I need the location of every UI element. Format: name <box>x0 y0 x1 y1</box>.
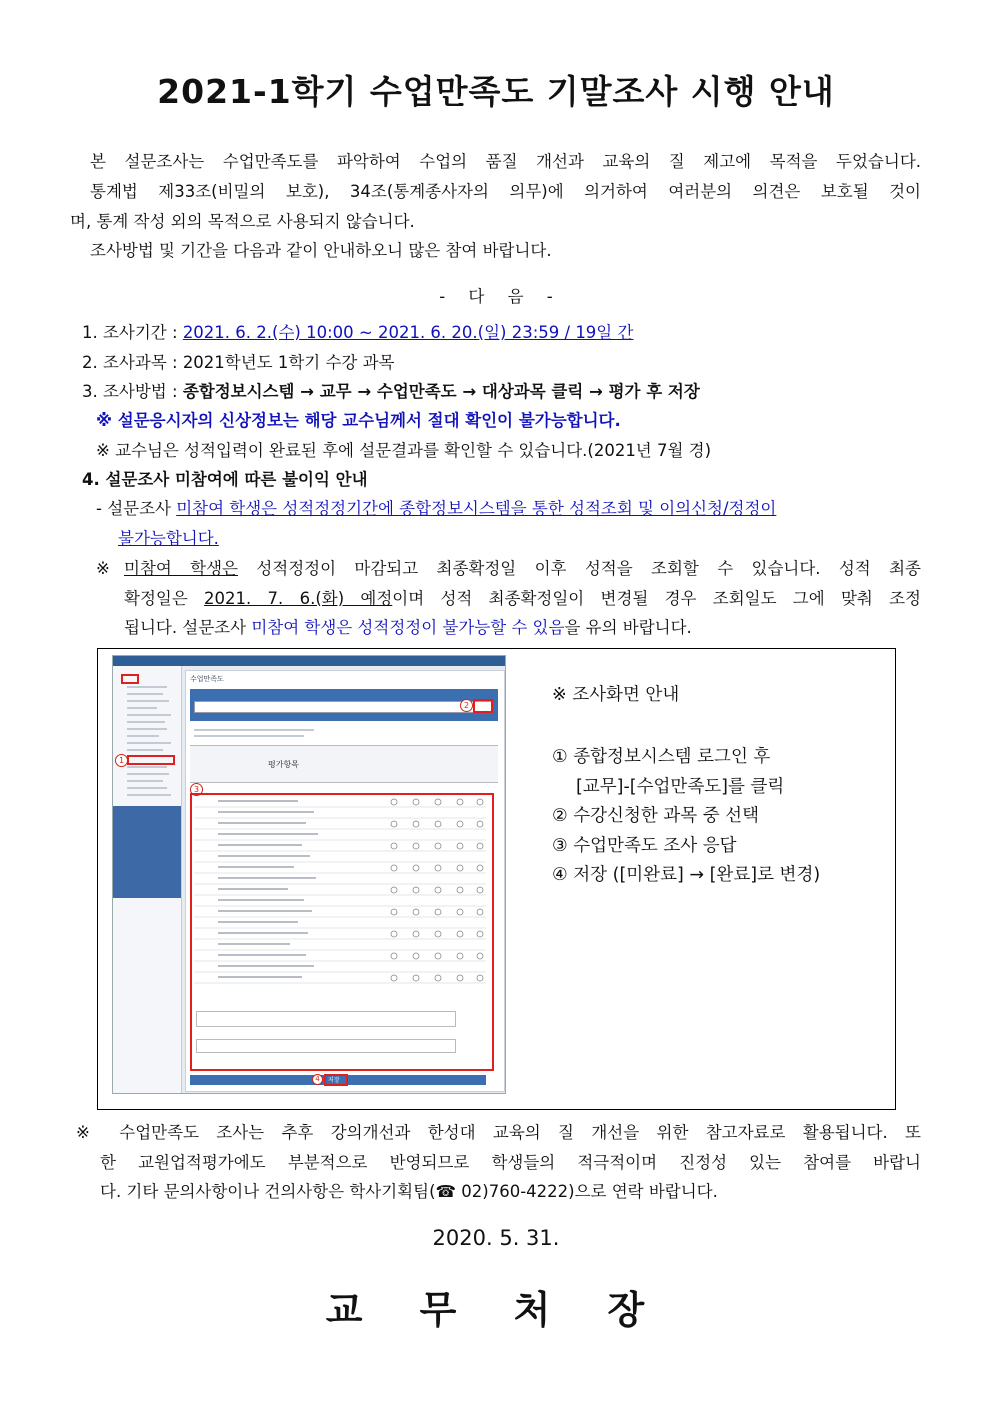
survey-method: 종합정보시스템 → 교무 → 수업만족도 → 대상과목 클릭 → 평가 후 저장 <box>182 382 700 401</box>
menu-line <box>127 728 167 730</box>
menu-line <box>127 700 169 702</box>
footer-line-2: 한 교원업적평가에도 부분적으로 반영되므로 학생들의 적극적이며 진정성 있는 참여를 바랍니 <box>100 1153 921 1172</box>
item-4-line-1 <box>96 498 776 520</box>
survey-subjects: 2021학년도 1학기 수강 과목 <box>182 353 395 372</box>
item-2-label: 2. 조사과목 : <box>82 353 178 372</box>
footer-line-3: 다. 기타 문의사항이나 건의사항은 학사기획팀(☎ 02)760-4222)으로 연락 바랍니다. <box>100 1182 718 1201</box>
result-note: ※ 교수님은 성적입력이 완료된 후에 설문결과를 확인할 수 있습니다.(2021년 7월 경) <box>96 441 712 460</box>
note-mark: ※ <box>96 559 110 578</box>
item-2 <box>82 352 395 374</box>
item-1 <box>82 322 633 344</box>
screenshot-main <box>185 670 505 1092</box>
step-4-marker: 4 <box>312 1074 323 1085</box>
menu-line <box>127 749 163 751</box>
menu-line <box>127 714 171 716</box>
menu-highlight <box>121 674 139 684</box>
screenshot-title: 수업만족도 <box>190 675 224 683</box>
step-3-marker: 3 <box>190 783 203 796</box>
course-select-highlight <box>473 699 493 713</box>
save-label: 저장 <box>328 1077 340 1084</box>
step-2-marker: 2 <box>460 699 473 712</box>
table-header-label: 평가항목 <box>268 760 299 769</box>
survey-rows <box>194 797 486 997</box>
signature: 교 무 처 장 <box>325 1288 667 1332</box>
menu-line <box>127 707 157 709</box>
comment-box-1 <box>196 1011 456 1027</box>
grade-note-line-3 <box>124 617 692 639</box>
item-3-label: 3. 조사방법 : <box>82 382 178 401</box>
guide-step-1: ① 종합정보시스템 로그인 후 <box>552 747 771 767</box>
screenshot-sidebar <box>113 666 182 1093</box>
info-line <box>194 735 304 737</box>
privacy-note: ※ 설문응시자의 신상정보는 해당 교수님께서 절대 확인이 불가능합니다. <box>96 411 621 430</box>
menu-line <box>127 787 167 789</box>
intro-line-3: 며, 통계 작성 외의 목적으로 사용되지 않습니다. <box>70 212 415 231</box>
satisfaction-menu-highlight <box>127 755 175 765</box>
guide-step-1-cont: [교무]-[수업만족도]를 클릭 <box>576 777 785 797</box>
grade-warning: 미참여 학생은 성적정정이 불가능할 수 있음 <box>251 618 565 637</box>
guide-step-2: ② 수강신청한 과목 중 선택 <box>552 806 759 826</box>
menu-line <box>127 794 171 796</box>
menu-line <box>127 780 163 782</box>
item-1-label: 1. 조사기간 : <box>82 323 178 342</box>
grade-note-line-2 <box>124 588 921 610</box>
survey-screenshot <box>112 655 506 1094</box>
final-date: 2021. 7. 6.(화) 예정 <box>204 589 393 608</box>
menu-line <box>127 773 169 775</box>
penalty-text: 미참여 학생은 성적정정기간에 종합정보시스템을 통한 성적조회 및 이의신청/정정이 <box>176 499 777 518</box>
course-select-panel <box>190 689 498 721</box>
grade-note-text: 확정일은 <box>124 589 205 608</box>
menu-line <box>127 693 163 695</box>
grade-note-rest: 성적정정이 마감되고 최종확정일 이후 성적을 조회할 수 있습니다. 성적 최종 <box>238 559 921 578</box>
sidebar-section <box>113 806 181 898</box>
grade-note-emphasis: 미참여 학생은 <box>124 559 238 578</box>
intro-line-2: 통계법 제33조(비밀의 보호), 34조(통계종사자의 의무)에 의거하여 여러분의 의견은 보호될 것이 <box>90 182 921 201</box>
comment-box-2 <box>196 1039 456 1053</box>
table-header <box>190 745 498 783</box>
guide-heading: ※ 조사화면 안내 <box>552 685 680 705</box>
page-title: 2021-1학기 수업만족도 기말조사 시행 안내 <box>157 72 835 111</box>
guide-step-3: ③ 수업만족도 조사 응답 <box>552 836 737 856</box>
menu-line <box>127 742 171 744</box>
footer-line-1: ※ 수업만족도 조사는 추후 강의개선과 한성대 교육의 질 개선을 위한 참고자료로 활용됩니다. 또 <box>76 1123 921 1142</box>
menu-line <box>127 721 165 723</box>
intro-line-4: 조사방법 및 기간을 다음과 같이 안내하오니 많은 참여 바랍니다. <box>90 241 552 260</box>
issue-date: 2020. 5. 31. <box>432 1226 560 1250</box>
item-4-heading: 4. 설문조사 미참여에 따른 불이익 안내 <box>82 470 368 489</box>
separator: - 다 음 - <box>439 287 553 306</box>
guide-step-4: ④ 저장 ([미완료] → [완료]로 변경) <box>552 865 821 885</box>
grade-note-text-2: 이며 성적 최종확정일이 변경될 경우 조회일도 그에 맞춰 조정 <box>392 589 921 608</box>
grade-note-text-3: 됩니다. 설문조사 <box>124 618 252 637</box>
item-3 <box>82 381 700 403</box>
menu-line <box>127 766 167 768</box>
course-select <box>194 701 492 713</box>
menu-line <box>127 686 167 688</box>
step-1-marker: 1 <box>115 754 128 767</box>
grade-note-text-4: 을 유의 바랍니다. <box>564 618 692 637</box>
screenshot-topbar <box>113 656 505 666</box>
info-line <box>194 729 314 731</box>
item-4-dash: - 설문조사 <box>96 499 171 518</box>
survey-period: 2021. 6. 2.(수) 10:00 ~ 2021. 6. 20.(일) 23:59 / 19일 간 <box>182 323 634 342</box>
save-button-highlight <box>324 1074 348 1086</box>
intro-line-1: 본 설문조사는 수업만족도를 파악하여 수업의 품질 개선과 교육의 질 제고에 목적을 두었습니다. <box>90 152 921 171</box>
save-bar <box>190 1075 486 1085</box>
guide-box <box>97 648 896 1110</box>
menu-line <box>127 735 159 737</box>
penalty-text-cont: 불가능합니다. <box>118 529 219 548</box>
grade-note-line-1 <box>124 558 921 580</box>
